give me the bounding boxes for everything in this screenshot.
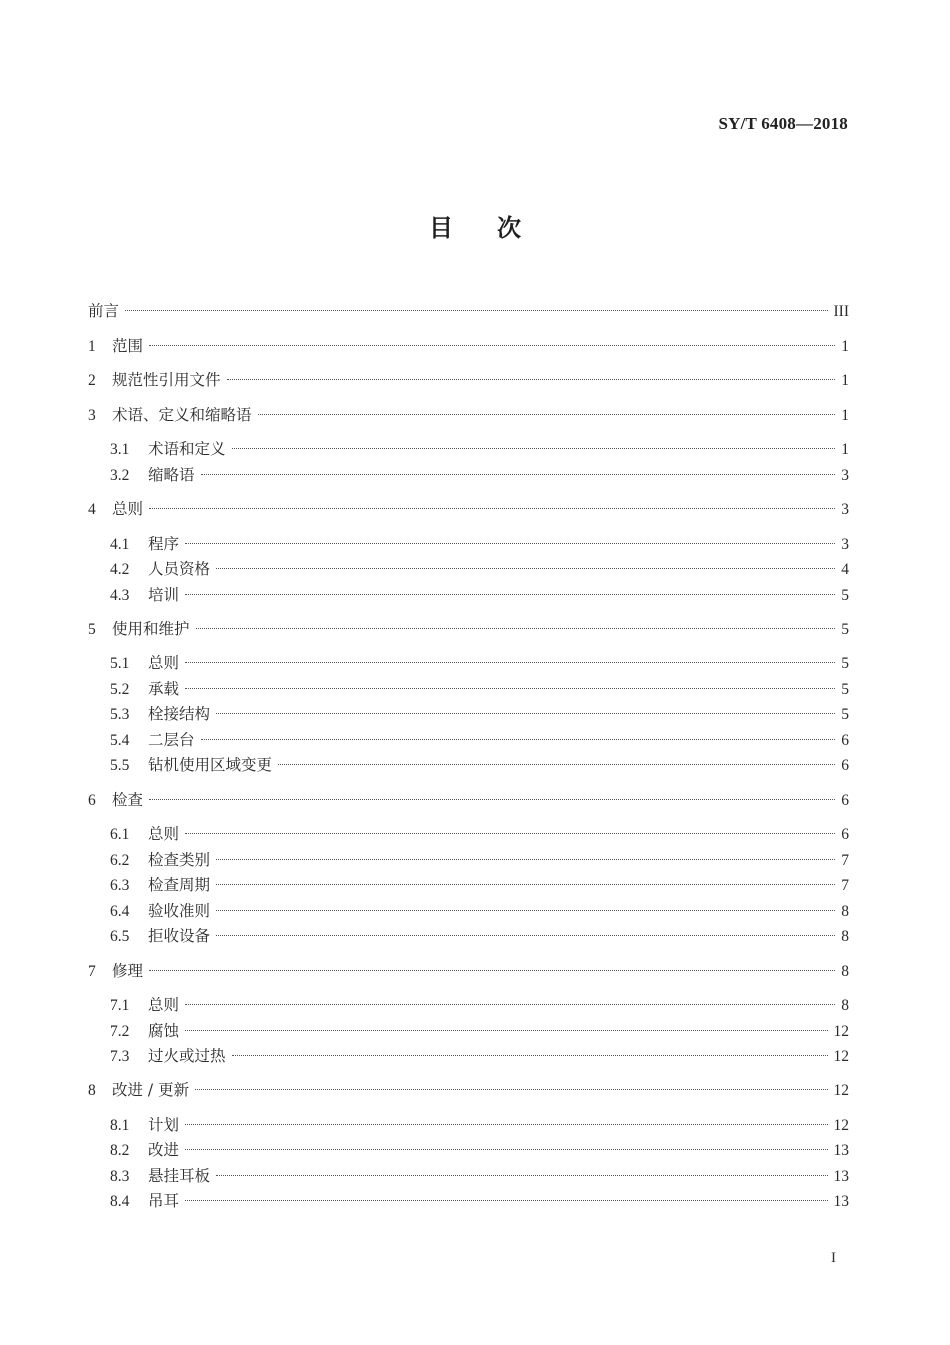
toc-entry-title: 吊耳 bbox=[148, 1192, 180, 1210]
toc-entry[interactable] bbox=[110, 823, 849, 845]
toc-entry[interactable] bbox=[110, 900, 849, 922]
toc-entry-page: 5 bbox=[841, 587, 849, 604]
toc-entry-page: 12 bbox=[833, 1048, 849, 1065]
toc-entry-title: 培训 bbox=[148, 586, 180, 604]
toc-entry-page: 6 bbox=[841, 826, 849, 843]
toc-entry-number: 5.5 bbox=[110, 757, 130, 774]
toc-entry-page: 7 bbox=[841, 852, 849, 869]
toc-entry-page: 8 bbox=[841, 903, 849, 920]
toc-entry-page: 8 bbox=[841, 928, 849, 945]
toc-entry[interactable] bbox=[88, 960, 849, 982]
toc-dot-leader bbox=[185, 1149, 827, 1150]
toc-entry-page: 13 bbox=[833, 1193, 849, 1210]
toc-entry-page: 8 bbox=[841, 997, 849, 1014]
toc-entry[interactable] bbox=[88, 498, 849, 520]
toc-entry-title: 前言 bbox=[88, 302, 120, 320]
toc-heading: 目次 bbox=[429, 214, 565, 242]
toc-entry[interactable] bbox=[110, 652, 849, 674]
toc-entry-page: 1 bbox=[841, 407, 849, 424]
toc-entry[interactable] bbox=[110, 729, 849, 751]
toc-entry-title: 栓接结构 bbox=[148, 705, 211, 723]
toc-entry[interactable] bbox=[110, 678, 849, 700]
toc-dot-leader bbox=[185, 594, 835, 595]
toc-entry-page: 13 bbox=[833, 1142, 849, 1159]
toc-entry[interactable] bbox=[110, 1114, 849, 1136]
toc-entry-number: 8.4 bbox=[110, 1193, 130, 1210]
toc-dot-leader bbox=[185, 1200, 827, 1201]
toc-entry-title: 二层台 bbox=[148, 731, 195, 749]
toc-dot-leader bbox=[216, 910, 835, 911]
toc-entry[interactable] bbox=[110, 703, 849, 725]
toc-entry-number: 2 bbox=[88, 372, 96, 389]
toc-entry-title: 拒收设备 bbox=[148, 927, 211, 945]
toc-entry-page: 12 bbox=[833, 1117, 849, 1134]
toc-entry-title: 总则 bbox=[148, 825, 180, 843]
toc-dot-leader bbox=[227, 379, 836, 380]
toc-entry-page: III bbox=[833, 303, 849, 320]
page-number: I bbox=[831, 1250, 836, 1266]
toc-dot-leader bbox=[185, 688, 835, 689]
toc-entry-title: 承载 bbox=[148, 680, 180, 698]
toc-entry-title: 术语、定义和缩略语 bbox=[112, 406, 252, 424]
toc-dot-leader bbox=[216, 859, 835, 860]
toc-entry-page: 5 bbox=[841, 655, 849, 672]
toc-entry[interactable] bbox=[110, 558, 849, 580]
toc-dot-leader bbox=[185, 662, 835, 663]
toc-entry-page: 3 bbox=[841, 467, 849, 484]
toc-entry-title: 总则 bbox=[112, 500, 144, 518]
toc-dot-leader bbox=[216, 713, 835, 714]
toc-dot-leader bbox=[216, 1175, 827, 1176]
toc-entry-page: 12 bbox=[833, 1023, 849, 1040]
toc-entry-page: 6 bbox=[841, 732, 849, 749]
toc-dot-leader bbox=[149, 970, 835, 971]
toc-entry-title: 钻机使用区域变更 bbox=[148, 756, 273, 774]
toc-entry-title: 过火或过热 bbox=[148, 1047, 226, 1065]
toc-entry-number: 6.3 bbox=[110, 877, 130, 894]
toc-entry-number: 8 bbox=[88, 1082, 96, 1099]
standard-code: SY/T 6408—2018 bbox=[718, 114, 848, 133]
toc-entry-title: 规范性引用文件 bbox=[112, 371, 221, 389]
toc-entry-title: 改进 / 更新 bbox=[112, 1081, 190, 1099]
toc-entry-number: 8.1 bbox=[110, 1117, 130, 1134]
toc-entry-title: 改进 bbox=[148, 1141, 180, 1159]
toc-entry-number: 8.2 bbox=[110, 1142, 130, 1159]
toc-dot-leader bbox=[232, 448, 836, 449]
toc-dot-leader bbox=[195, 1089, 827, 1090]
toc-entry[interactable] bbox=[110, 1190, 849, 1212]
toc-dot-leader bbox=[185, 543, 835, 544]
toc-entry-title: 检查类别 bbox=[148, 851, 211, 869]
toc-entry-page: 4 bbox=[841, 561, 849, 578]
toc-entry[interactable] bbox=[110, 925, 849, 947]
toc-entry-number: 7 bbox=[88, 963, 96, 980]
toc-entry-title: 计划 bbox=[148, 1116, 180, 1134]
toc-entry-number: 3.1 bbox=[110, 441, 130, 458]
toc-entry-number: 7.3 bbox=[110, 1048, 130, 1065]
toc-dot-leader bbox=[125, 310, 827, 311]
toc-entry-page: 3 bbox=[841, 536, 849, 553]
toc-entry-page: 5 bbox=[841, 706, 849, 723]
toc-entry-number: 5.4 bbox=[110, 732, 130, 749]
toc-dot-leader bbox=[216, 568, 835, 569]
toc-entry-page: 1 bbox=[841, 338, 849, 355]
toc-entry-number: 6.4 bbox=[110, 903, 130, 920]
toc-dot-leader bbox=[185, 1004, 835, 1005]
toc-entry-title: 验收准则 bbox=[148, 902, 211, 920]
toc-entry-number: 5.2 bbox=[110, 681, 130, 698]
toc-entry-number: 3.2 bbox=[110, 467, 130, 484]
toc-entry-title: 总则 bbox=[148, 996, 180, 1014]
toc-entry[interactable] bbox=[88, 1079, 849, 1101]
toc-entry-page: 6 bbox=[841, 757, 849, 774]
toc-dot-leader bbox=[149, 799, 835, 800]
toc-entry-page: 12 bbox=[833, 1082, 849, 1099]
toc-entry[interactable] bbox=[88, 618, 849, 640]
toc-entry-number: 5.3 bbox=[110, 706, 130, 723]
toc-entry[interactable] bbox=[110, 1139, 849, 1161]
toc-entry[interactable] bbox=[110, 533, 849, 555]
toc-entry-page: 5 bbox=[841, 681, 849, 698]
toc-entry-number: 6.1 bbox=[110, 826, 130, 843]
toc-entry[interactable] bbox=[110, 849, 849, 871]
toc-entry[interactable] bbox=[110, 1165, 849, 1187]
toc-entry-title: 总则 bbox=[148, 654, 180, 672]
toc-dot-leader bbox=[149, 345, 835, 346]
toc-entry-number: 7.2 bbox=[110, 1023, 130, 1040]
toc-entry-title: 修理 bbox=[112, 962, 144, 980]
toc-entry-title: 缩略语 bbox=[148, 466, 195, 484]
toc-dot-leader bbox=[185, 833, 835, 834]
toc-entry-page: 1 bbox=[841, 372, 849, 389]
toc-dot-leader bbox=[196, 628, 836, 629]
toc-dot-leader bbox=[216, 884, 835, 885]
toc-entry-page: 8 bbox=[841, 963, 849, 980]
toc-entry-number: 8.3 bbox=[110, 1168, 130, 1185]
toc-entry-title: 术语和定义 bbox=[148, 440, 226, 458]
toc-entry[interactable] bbox=[88, 369, 849, 391]
toc-entry-number: 4.1 bbox=[110, 536, 130, 553]
toc-entry[interactable] bbox=[88, 300, 849, 322]
toc-entry-number: 6.5 bbox=[110, 928, 130, 945]
toc-entry-title: 悬挂耳板 bbox=[148, 1167, 211, 1185]
toc-entry-number: 6 bbox=[88, 792, 96, 809]
toc-entry-number: 5 bbox=[88, 621, 96, 638]
toc-entry[interactable] bbox=[110, 1020, 849, 1042]
toc-entry-number: 7.1 bbox=[110, 997, 130, 1014]
toc-entry-page: 13 bbox=[833, 1168, 849, 1185]
toc-dot-leader bbox=[278, 764, 835, 765]
toc-entry-number: 4.3 bbox=[110, 587, 130, 604]
toc-entry-page: 1 bbox=[841, 441, 849, 458]
toc-entry-title: 检查周期 bbox=[148, 876, 211, 894]
toc-entry[interactable] bbox=[88, 404, 849, 426]
toc-entry-page: 7 bbox=[841, 877, 849, 894]
toc-entry-title: 检查 bbox=[112, 791, 144, 809]
toc-dot-leader bbox=[258, 414, 836, 415]
toc-entry-page: 3 bbox=[841, 501, 849, 518]
toc-dot-leader bbox=[185, 1030, 827, 1031]
toc-entry[interactable] bbox=[110, 754, 849, 776]
toc-entry[interactable] bbox=[110, 584, 849, 606]
toc-entry[interactable] bbox=[110, 438, 849, 460]
toc-entry-title: 范围 bbox=[112, 337, 144, 355]
toc-entry-number: 5.1 bbox=[110, 655, 130, 672]
toc-dot-leader bbox=[201, 474, 836, 475]
toc-entry[interactable] bbox=[110, 1045, 849, 1067]
toc-dot-leader bbox=[149, 508, 835, 509]
toc-entry-title: 使用和维护 bbox=[112, 620, 190, 638]
toc-entry[interactable] bbox=[110, 874, 849, 896]
toc-entry[interactable] bbox=[88, 335, 849, 357]
toc-entry-title: 腐蚀 bbox=[148, 1022, 180, 1040]
toc-entry-number: 3 bbox=[88, 407, 96, 424]
toc-entry-number: 6.2 bbox=[110, 852, 130, 869]
toc-entry-title: 程序 bbox=[148, 535, 180, 553]
toc-entry-page: 6 bbox=[841, 792, 849, 809]
toc-dot-leader bbox=[216, 935, 835, 936]
toc-entry[interactable] bbox=[88, 789, 849, 811]
toc-entry-number: 1 bbox=[88, 338, 96, 355]
toc-dot-leader bbox=[185, 1124, 827, 1125]
toc-dot-leader bbox=[201, 739, 836, 740]
toc-entry-title: 人员资格 bbox=[148, 560, 211, 578]
toc-entry[interactable] bbox=[110, 994, 849, 1016]
toc-entry-number: 4 bbox=[88, 501, 96, 518]
toc-entry-page: 5 bbox=[841, 621, 849, 638]
toc-entry-number: 4.2 bbox=[110, 561, 130, 578]
toc-dot-leader bbox=[232, 1055, 828, 1056]
toc-entry[interactable] bbox=[110, 464, 849, 486]
